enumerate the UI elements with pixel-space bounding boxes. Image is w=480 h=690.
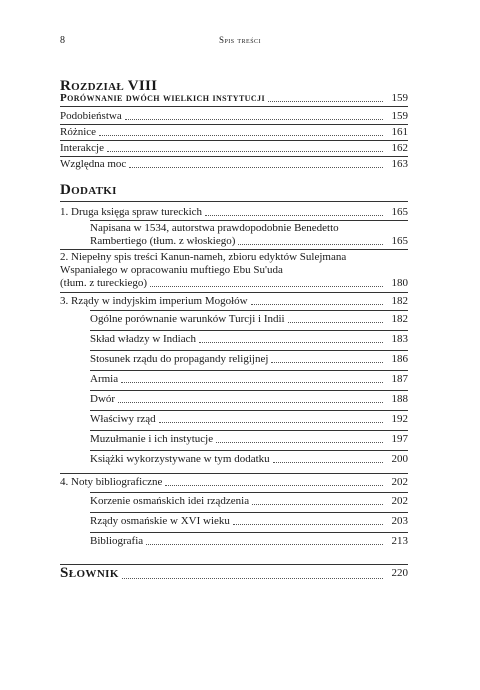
divider: [90, 370, 408, 371]
leader-dots: [99, 134, 383, 136]
divider: [90, 350, 408, 351]
leader-dots: [271, 361, 383, 363]
entry-label-line: Wspaniałego w opracowaniu muftiego Ebu Su'uda: [60, 264, 283, 276]
toc-entry: [60, 110, 408, 123]
page-ref: 192: [391, 413, 408, 425]
page-ref: 188: [391, 393, 408, 405]
leader-dots: [251, 303, 383, 305]
toc-subentry: [90, 453, 408, 466]
divider: [90, 220, 408, 221]
leader-dots: [216, 441, 383, 443]
entry-label: Względna moc: [60, 158, 127, 170]
divider: [60, 292, 408, 293]
entry-label: Interakcje: [60, 142, 104, 154]
entry-label: Rambertiego (tłum. z włoskiego): [90, 235, 236, 247]
toc-subentry: [90, 313, 408, 326]
leader-dots: [121, 381, 383, 383]
page-ref: 159: [391, 110, 408, 122]
entry-label-line: 2. Niepełny spis treści Kanun-nameh, zbioru edyktów Sulejmana: [60, 251, 347, 263]
divider: [90, 410, 408, 411]
page-ref: 182: [391, 295, 408, 307]
toc-entry: [60, 206, 408, 219]
page-ref: 213: [391, 535, 408, 547]
toc-entry: [90, 235, 408, 248]
leader-dots: [238, 243, 383, 245]
entry-label: Bibliografia: [90, 535, 144, 547]
entry-label: Stosunek rządu do propagandy religijnej: [90, 353, 269, 365]
page-ref: 165: [391, 206, 408, 218]
leader-dots: [233, 523, 383, 525]
page-ref: 162: [391, 142, 408, 154]
divider: [90, 512, 408, 513]
divider: [60, 201, 408, 202]
page-ref: 202: [391, 476, 408, 488]
page-ref: 180: [391, 277, 408, 289]
toc-entry: [60, 476, 408, 489]
page-ref: 183: [391, 333, 408, 345]
leader-dots: [205, 214, 383, 216]
entry-label: Właściwy rząd: [90, 413, 156, 425]
leader-dots: [165, 484, 383, 486]
toc-subentry: [90, 353, 408, 366]
entry-label: Rządy osmańskie w XVI wieku: [90, 515, 230, 527]
entry-label: 1. Druga księga spraw tureckich: [60, 206, 203, 218]
toc-entry: [60, 277, 408, 290]
divider: [90, 450, 408, 451]
entry-label-line: Napisana w 1534, autorstwa prawdopodobnie Benedetto: [90, 222, 339, 234]
page-ref: 163: [391, 158, 408, 170]
entry-label: (tłum. z tureckiego): [60, 277, 148, 289]
divider: [60, 124, 408, 125]
entry-label: Muzułmanie i ich instytucje: [90, 433, 214, 445]
divider: [60, 249, 408, 250]
toc-subentry: [90, 373, 408, 386]
page-ref: 161: [391, 126, 408, 138]
entry-label: Dwór: [90, 393, 116, 405]
leader-dots: [125, 118, 383, 120]
divider: [60, 106, 408, 107]
toc-subentry: [90, 413, 408, 426]
divider: [90, 390, 408, 391]
page-ref: 186: [391, 353, 408, 365]
leader-dots: [288, 321, 383, 323]
divider: [90, 532, 408, 533]
page-ref: 187: [391, 373, 408, 385]
toc-subentry: [90, 515, 408, 528]
page-ref: 159: [391, 92, 408, 104]
divider: [90, 310, 408, 311]
divider: [90, 430, 408, 431]
leader-dots: [199, 341, 383, 343]
toc-subentry: [90, 393, 408, 406]
entry-label: Korzenie osmańskich idei rządzenia: [90, 495, 250, 507]
leader-dots: [122, 577, 383, 579]
leader-dots: [146, 543, 383, 545]
page-ref: 165: [391, 235, 408, 247]
divider: [60, 473, 408, 474]
toc-entry: [60, 158, 408, 171]
leader-dots: [268, 100, 383, 102]
entry-label: Różnice: [60, 126, 97, 138]
toc-subentry: [90, 495, 408, 508]
page-ref: 220: [391, 567, 408, 579]
entry-label: Podobieństwa: [60, 110, 122, 122]
page-ref: 203: [391, 515, 408, 527]
page-ref: 182: [391, 313, 408, 325]
entry-label: Skład władzy w Indiach: [90, 333, 196, 345]
leader-dots: [118, 401, 383, 403]
toc-entry: [60, 142, 408, 155]
leader-dots: [159, 421, 383, 423]
page-number: 8: [60, 35, 65, 46]
chapter-heading: Rozdział VIII: [60, 78, 158, 94]
page-ref: 197: [391, 433, 408, 445]
divider: [90, 492, 408, 493]
leader-dots: [107, 150, 383, 152]
leader-dots: [252, 503, 383, 505]
entry-label: Armia: [90, 373, 119, 385]
glossary-heading: Słownik: [60, 565, 119, 581]
chapter-title: Porównanie dwóch wielkich instytucji: [60, 92, 265, 104]
entry-label: Ogólne porównanie warunków Turcji i Indii: [90, 313, 285, 325]
entry-label: 4. Noty bibliograficzne: [60, 476, 163, 488]
appendix-heading: Dodatki: [60, 182, 117, 198]
divider: [60, 156, 408, 157]
leader-dots: [150, 285, 383, 287]
leader-dots: [129, 166, 383, 168]
running-title: Spis treści: [218, 35, 262, 45]
divider: [60, 140, 408, 141]
toc-subentry: [90, 433, 408, 446]
entry-label: Książki wykorzystywane w tym dodatku: [90, 453, 270, 465]
page-ref: 202: [391, 495, 408, 507]
page-ref: 200: [391, 453, 408, 465]
leader-dots: [273, 461, 383, 463]
toc-subentry: [90, 535, 408, 548]
divider: [90, 330, 408, 331]
toc-entry: [60, 126, 408, 139]
entry-label: 3. Rządy w indyjskim imperium Mogołów: [60, 295, 248, 307]
chapter-title-row: [60, 92, 408, 105]
toc-entry: [60, 295, 408, 308]
glossary-row: [60, 565, 408, 582]
toc-subentry: [90, 333, 408, 346]
